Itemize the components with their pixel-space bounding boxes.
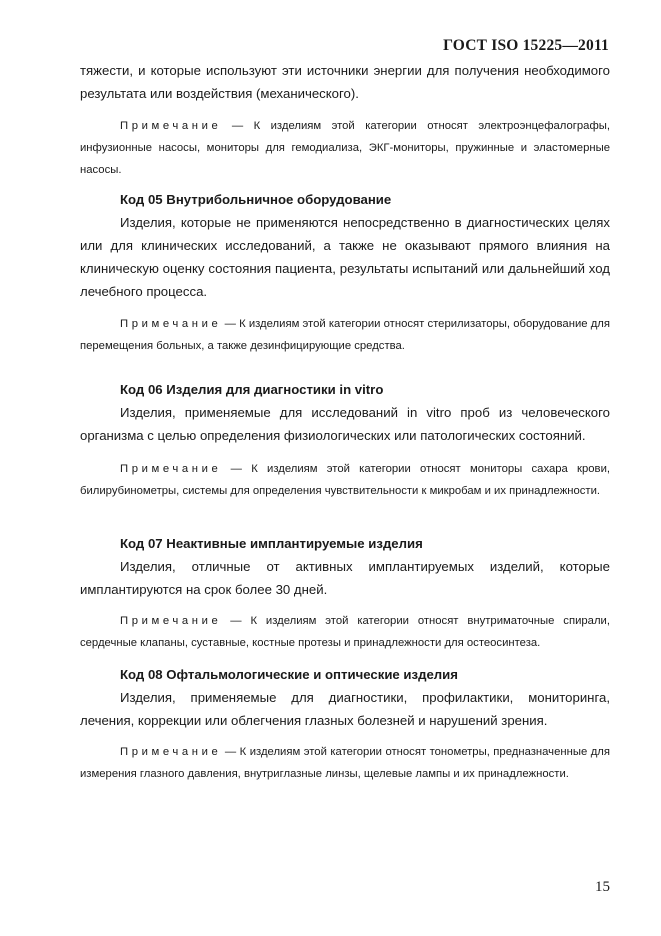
note-label: Примечание bbox=[120, 746, 222, 758]
intro-paragraph: тяжести, и которые используют эти источники энергии для получения необходимого результата или воздействия (механического). bbox=[80, 63, 610, 101]
note-code-06: Примечание — К изделиям этой категории относят мониторы сахара крови, билирубинометры, системы для определения чувствительности к микробам и их принадлежности. bbox=[80, 463, 611, 497]
section-code-08 bbox=[80, 663, 610, 732]
section-code-05 bbox=[80, 188, 610, 303]
note-label: Примечание bbox=[120, 318, 222, 330]
section-code-07 bbox=[80, 532, 610, 601]
page-number: 15 bbox=[595, 879, 610, 895]
note-label: Примечание bbox=[120, 615, 222, 627]
section-heading: Код 08 Офтальмологические и оптические изделия bbox=[120, 667, 458, 682]
section-body: Изделия, отличные от активных имплантируемых изделий, которые имплантируются на срок более 30 дней. bbox=[80, 559, 610, 597]
section-body: Изделия, применяемые для диагностики, профилактики, мониторинга, лечения, коррекции или облегчения глазных болезней и нарушений зрения. bbox=[80, 690, 610, 728]
section-body: Изделия, применяемые для исследований in vitro проб из человеческого организма с целью определения физиологических или патологических состояний. bbox=[80, 405, 610, 443]
note-intro: Примечание — К изделиям этой категории относят электроэнцефалографы, инфузионные насосы, мониторы для гемодиализа, ЭКГ-мониторы, пружинные и эластомерные насосы. bbox=[80, 120, 611, 176]
section-code-06 bbox=[80, 378, 610, 447]
section-heading: Код 06 Изделия для диагностики in vitro bbox=[120, 382, 384, 397]
note-code-08: Примечание — К изделиям этой категории относят тонометры, предназначенные для измерения глазного давления, внутриглазные линзы, щелевые лампы и их принадлежности. bbox=[80, 746, 611, 780]
note-code-07: Примечание — К изделиям этой категории относят внутриматочные спирали, сердечные клапаны, суставные, костные протезы и принадлежности для остеосинтеза. bbox=[80, 615, 610, 649]
document-header: ГОСТ ISO 15225—2011 bbox=[443, 37, 609, 54]
note-label: Примечание bbox=[120, 463, 222, 475]
section-body: Изделия, которые не применяются непосредственно в диагностических целях или для клинических исследований, а также не оказывают прямого влияния на клиническую оценку состояния пациента, результаты испытаний или дальнейший ход лечебного процесса. bbox=[80, 215, 610, 299]
section-heading: Код 05 Внутрибольничное оборудование bbox=[120, 192, 392, 207]
note-code-05: Примечание — К изделиям этой категории относят стерилизаторы, оборудование для перемещения больных, а также дезинфицирующие средства. bbox=[80, 318, 611, 352]
section-heading: Код 07 Неактивные имплантируемые изделия bbox=[120, 536, 423, 551]
note-label: Примечание bbox=[120, 120, 222, 132]
